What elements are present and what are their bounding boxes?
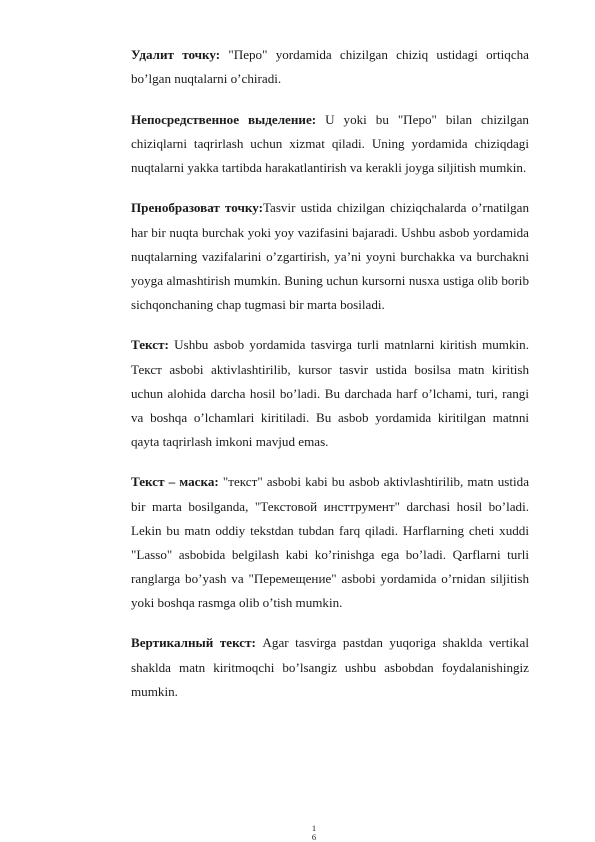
text-vertical-text: Agar tasvirga pastdan yuqoriga shaklda vertikal shaklda matn kiritmoqchi bo’lsangiz ushbu asbobdan foydalanishingiz mumkin.: [131, 635, 530, 699]
text-text-tool: Ushbu asbob yordamida tasvirga turli matnlarni kiritish mumkin. Текст asbobi aktivlashtirilib, kursor tasvir ustida bosilsa matn kiritish uchun alohida darcha hosil bo’ladi. Bu darchada harf o’lchami, turi, rangi va boshqa o’lchamlari kiritiladi. Bu asbob yordamida kiritilgan matnni qayta taqrirlash imkoni mavjud emas.: [131, 337, 529, 449]
text-convert-point: Tasvir ustida chizilgan chiziqchalarda o’rnatilgan har bir nuqta burchak yoki yoy vazifasini bajaradi. Ushbu asbob yordamida nuqtalarning vazifalarini o’zgartirish, ya’ni yoyni burchakka va burchakni yoyga almashtirish mumkin. Buning uchun kursorni nusxa ustiga olib borib sichqonchaning chap tugmasi bir marta bosiladi.: [131, 200, 529, 312]
term-text-mask: Текст – маска:: [131, 474, 219, 490]
term-convert-point: Пренобразоват точку:: [131, 200, 263, 216]
text-direct-selection: U yoki bu "Перо" bilan chizilgan chiziqlarni taqrirlash uchun xizmat qiladi. Uning yordamida chiziqdagi nuqtalarni yakka tartibda harakatlantirish va kerakli joyga siljitish mumkin.: [131, 111, 529, 175]
paragraph-text-mask: [131, 470, 529, 615]
text-delete-point: "Перо" yordamida chizilgan chiziq ustidagi ortiqcha bo’lgan nuqtalarni o’chiradi.: [131, 47, 529, 87]
page-number: [308, 824, 320, 842]
paragraph-direct-selection: [131, 108, 529, 180]
term-direct-selection: Непосредственное выделение:: [131, 111, 317, 127]
page-number-line2: 6: [311, 832, 317, 842]
paragraph-vertical-text: [131, 631, 529, 703]
term-delete-point: Удалит точку:: [131, 47, 221, 62]
text-text-mask: "текст" asbobi kabi bu asbob aktivlashtirilib, matn ustida bir marta bosilganda, "Текстовой инсттрумент" darchasi hosil bo’ladi. Lekin bu matn oddiy tekstdan tubdan farq qiladi. Harflarning cheti xuddi "Lasso" asbobida belgilash kabi ko’rinishga ega bo’ladi. Qarflarni turli ranglarga bo’yash va "Перемещение" asbobi yordamida o’rnidan siljitish yoki boshqa rasmga olib o’tish mumkin.: [131, 474, 530, 610]
paragraph-convert-point: [131, 196, 529, 316]
paragraph-text-tool: [131, 333, 529, 453]
paragraph-delete-point: [131, 43, 529, 91]
page-number-line1: 1: [311, 823, 317, 833]
document-body: [131, 43, 529, 720]
term-vertical-text: Вертикалный текст:: [131, 635, 256, 651]
term-text-tool: Текст:: [131, 337, 169, 353]
